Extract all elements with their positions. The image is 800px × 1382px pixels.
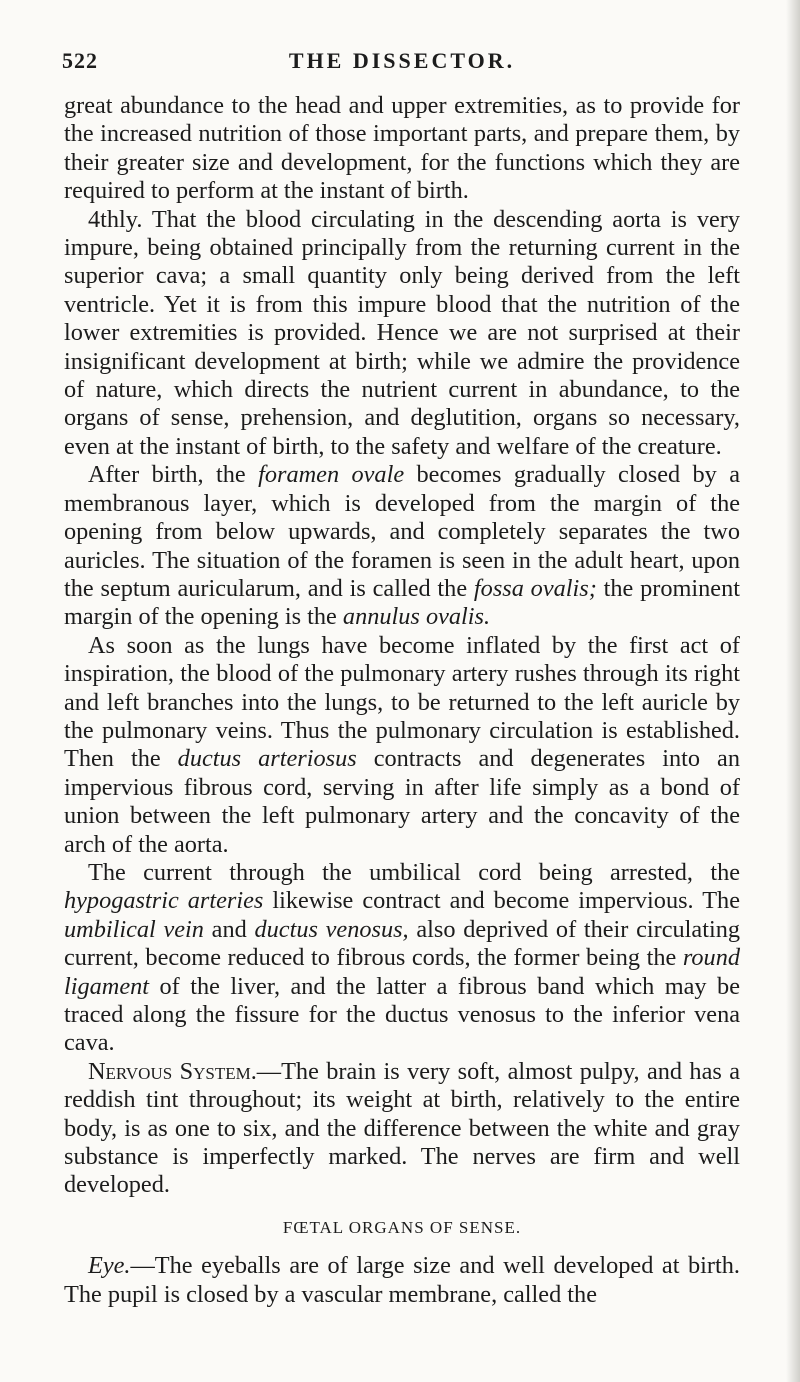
- term-ductus-arteriosus: ductus arteriosus: [177, 745, 357, 773]
- text-run: contracts and degenerates into an impervious fibrous cord, serving in after life simply as a bond of union between the left pulmonary artery and the concavity of the arch of the aorta.: [64, 745, 740, 858]
- text-run: The current through the umbilical cord being arrested, the: [88, 858, 740, 886]
- text-run: of the liver, and the latter a fibrous band which may be traced along the fissure for the ductus venosus to the inferior vena cava.: [64, 972, 740, 1057]
- body-text: [64, 92, 740, 1309]
- text-run: also deprived of their circulating current, become reduced to fibrous cords, the former being the: [64, 915, 741, 972]
- term-round-ligament: round ligament: [64, 944, 740, 1000]
- text-run: becomes gradually closed by a membranous layer, which is developed from the margin of the opening from below upwards, and completely separates the two auricles. The situation of the foramen is seen in the adult heart, upon the septum auricularum, and is called the: [64, 461, 741, 602]
- page-edge-shadow: [786, 0, 800, 1382]
- text-run: likewise contract and become impervious. The: [263, 887, 740, 915]
- text-run: As soon as the lungs have become inflated by the first act of inspiration, the blood of the pulmonary artery rushes through its right and left branches into the lungs, to be returned to the left auricle by the pulmonary veins. Thus the pulmonary circulation is established. Then the: [64, 631, 740, 773]
- text-run: After birth, the: [88, 461, 259, 489]
- paragraph-nervous-system: [64, 1058, 740, 1200]
- section-heading: FŒTAL ORGANS OF SENSE.: [282, 1217, 522, 1237]
- paragraph-fourthly: 4thly. That the blood circulating in the descending aorta is very impure, being obtained principally from the returning current in the superior cava; a small quantity only being derived from the left ventricle. Yet it is from this impure blood that the nutrition of the lower extremities is provided. Hence we are not surprised at their insignificant development at birth; while we admire the providence of nature, which directs the nutrient current in abundance, to the organs of sense, prehension, and deglutition, organs so necessary, even at the instant of birth, to the safety and welfare of the creature.: [64, 205, 740, 460]
- running-head: THE DISSECTOR.: [288, 48, 516, 73]
- paragraph-continuation: great abundance to the head and upper extremities, as to provide for the increased nutrition of those important parts, and prepare them, by their greater size and development, for the functions which they are required to perform at the instant of birth.: [64, 92, 740, 205]
- paragraph-umbilical: [64, 859, 740, 1058]
- term-hypogastric-arteries: hypogastric arteries: [64, 887, 264, 915]
- text-run: —The brain is very soft, almost pulpy, and has a reddish tint throughout; its weight at birth, relatively to the entire body, is as one to six, and the difference between the white and gray substance is imperfectly marked. The nerves are firm and well developed.: [64, 1057, 740, 1199]
- paragraph-pulmonary: [64, 632, 740, 859]
- text-run: and: [203, 915, 255, 943]
- paragraph-eye: [64, 1252, 740, 1309]
- page-header: [62, 48, 742, 78]
- run-in-heading-nervous-system: Nervous System.: [88, 1057, 257, 1085]
- term-annulus-ovalis: annulus ovalis.: [342, 603, 491, 631]
- text-run: the prominent margin of the opening is the: [64, 574, 740, 631]
- run-in-heading-eye: Eye.: [88, 1252, 131, 1280]
- paragraph-foramen-ovale: [64, 461, 740, 631]
- term-foramen-ovale: foramen ovale: [258, 461, 405, 489]
- term-umbilical-vein: umbilical vein: [64, 915, 204, 943]
- term-fossa-ovalis: fossa ovalis;: [473, 574, 597, 602]
- term-ductus-venosus: ductus venosus,: [254, 915, 409, 943]
- text-run: —The eyeballs are of large size and well developed at birth. The pupil is closed by a vascular membrane, called the: [64, 1252, 740, 1308]
- page-number: 522: [62, 48, 98, 73]
